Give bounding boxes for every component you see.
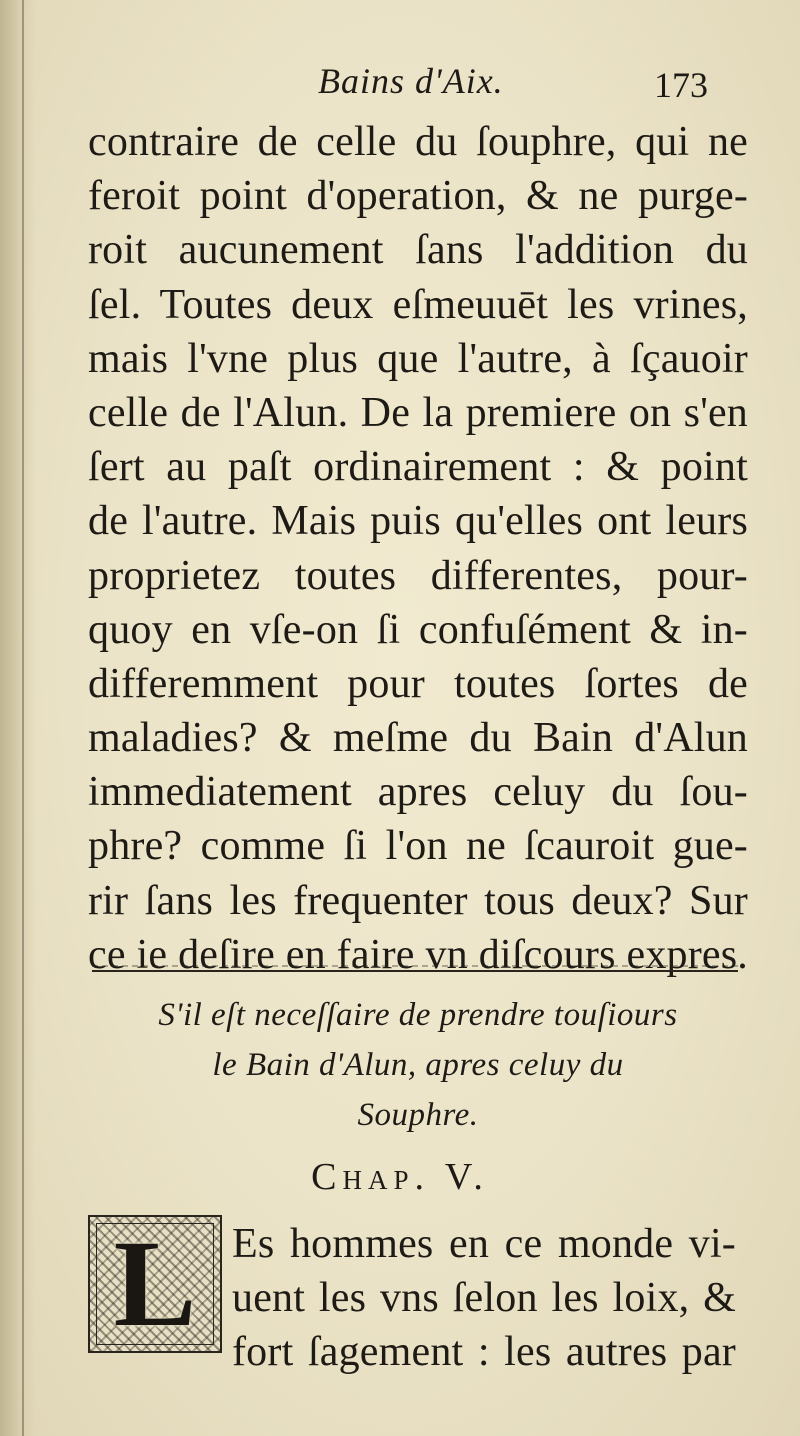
text-line: differemment pour toutes ſortes de (88, 660, 748, 707)
text-line: quoy en vſe-on ſi confuſément & in- (88, 606, 748, 653)
decorated-initial (88, 1215, 222, 1353)
text-line: uent les vns ſelon les loix, & (232, 1275, 736, 1321)
text-line: roit aucunement ſans l'addition du (88, 227, 748, 274)
page-header (0, 60, 800, 110)
chapter-heading-line: S'il eſt neceſſaire de prendre touſiours (158, 997, 678, 1033)
chapter-heading-line: Souphre. (357, 1097, 479, 1133)
text-line: ſert au paſt ordinairement : & point (88, 444, 748, 491)
text-line: celle de l'Alun. De la premiere on s'en (88, 389, 748, 436)
text-line: feroit point d'operation, & ne purge- (88, 173, 748, 220)
text-line: rir ſans les frequenter tous deux? Sur (88, 877, 748, 924)
text-line: ce ie deſire en faire vn diſcours expres. (88, 931, 748, 978)
chapter-opening-text (232, 1217, 736, 1379)
section-rule-shadow (92, 965, 738, 967)
page-gutter-edge (22, 0, 24, 1436)
text-line: mais l'vne plus que l'autre, à ſçauoir (88, 335, 748, 382)
text-line: proprietez toutes differentes, pour- (88, 552, 748, 599)
text-line: fort ſagement : les autres par (232, 1329, 736, 1375)
page-gutter-shadow (0, 0, 36, 1436)
text-line: ſel. Toutes deux eſmeuuēt les vrines, (88, 281, 748, 328)
chapter-label (0, 1155, 800, 1199)
text-line: phre? comme ſi l'on ne ſcauroit gue- (88, 823, 748, 870)
chapter-heading (88, 990, 748, 1140)
text-line: immediatement apres celuy du ſou- (88, 769, 748, 816)
section-rule (92, 970, 738, 972)
text-line: Es hommes en ce monde vi- (232, 1221, 736, 1267)
text-line: maladies? & meſme du Bain d'Alun (88, 715, 748, 762)
text-line: contraire de celle du ſouphre, qui ne (88, 119, 748, 165)
decorated-initial-letter: L (113, 1215, 197, 1352)
page-number: 173 (654, 65, 708, 105)
chapter-number: V. (444, 1156, 489, 1198)
running-title: Bains d'Aix. (318, 61, 504, 101)
chapter-label-word: Chap. (311, 1156, 430, 1198)
chapter-heading-line: le Bain d'Alun, apres celuy du (212, 1047, 624, 1083)
text-line: de l'autre. Mais puis qu'elles ont leurs (88, 498, 748, 545)
body-text (88, 115, 748, 982)
